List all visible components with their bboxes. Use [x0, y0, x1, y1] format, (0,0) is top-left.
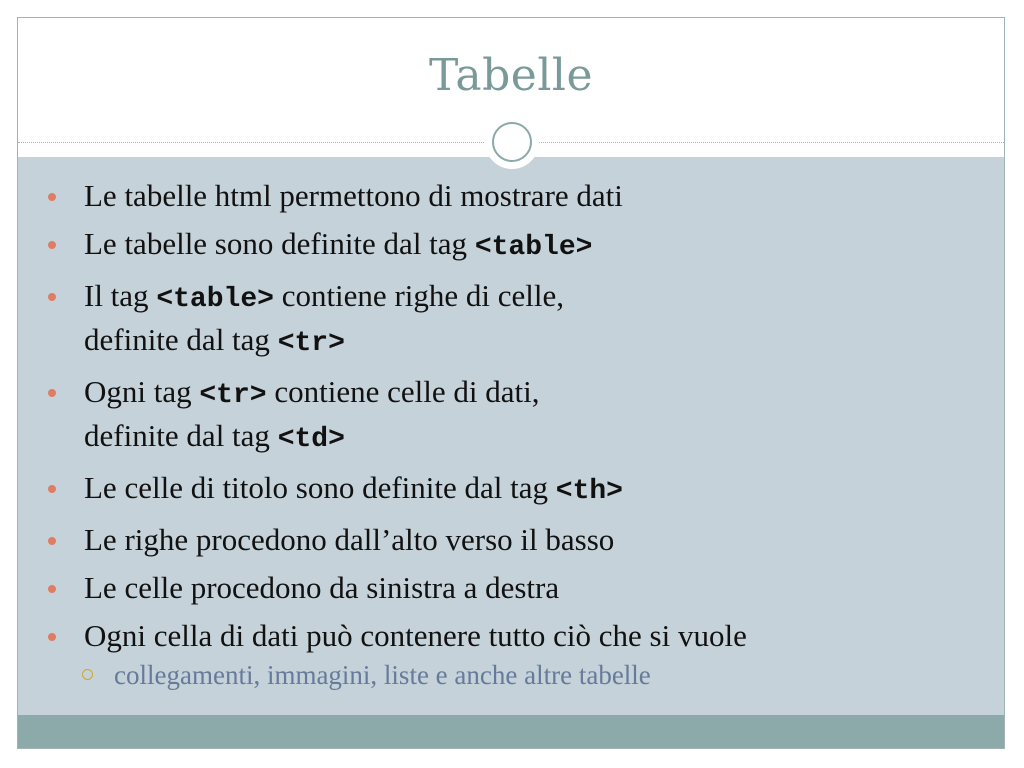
code-tag: <th>	[555, 476, 623, 507]
bullet-item	[18, 520, 1004, 560]
code-tag: <tr>	[277, 328, 345, 359]
bullet-item	[18, 468, 1004, 512]
bullet-item	[18, 616, 1004, 656]
bullet-text: Ogni tag	[84, 374, 200, 409]
code-tag: <tr>	[199, 380, 267, 411]
bullet-text: Le righe procedono dall’alto verso il basso	[84, 522, 615, 557]
sub-bullet-text: collegamenti, immagini, liste e anche altre tabelle	[114, 660, 651, 690]
bullet-text: definite dal tag	[84, 418, 278, 453]
bullet-text: Le celle di titolo sono definite dal tag	[84, 470, 556, 505]
code-tag: <table>	[156, 284, 274, 315]
bullet-text: Il tag	[84, 278, 157, 313]
bullet-text: Le celle procedono da sinistra a destra	[84, 570, 560, 605]
bullet-text: Ogni cella di dati può contenere tutto ciò che si vuole	[84, 618, 747, 653]
bullet-item	[18, 568, 1004, 608]
bullet-text: definite dal tag	[84, 322, 278, 357]
bullet-text: contiene righe di celle,	[273, 278, 565, 313]
footer-bar	[18, 715, 1004, 749]
bullet-text: Le tabelle sono definite dal tag	[84, 226, 475, 261]
bullet-item	[18, 224, 1004, 268]
bullet-item	[18, 372, 1004, 460]
circle-ring-inner	[492, 122, 532, 162]
code-tag: <td>	[277, 424, 345, 455]
slide-title: Tabelle	[428, 50, 594, 101]
bullet-text: contiene celle di dati,	[266, 374, 540, 409]
bullet-item	[18, 176, 1004, 216]
bullet-item	[18, 276, 1004, 364]
circle-ring-icon	[485, 115, 539, 169]
slide	[17, 17, 1005, 749]
sub-bullet-item	[18, 658, 1004, 692]
code-tag: <table>	[474, 232, 593, 263]
bullet-text: Le tabelle html permettono di mostrare dati	[84, 178, 623, 213]
bullet-list	[18, 176, 1004, 692]
